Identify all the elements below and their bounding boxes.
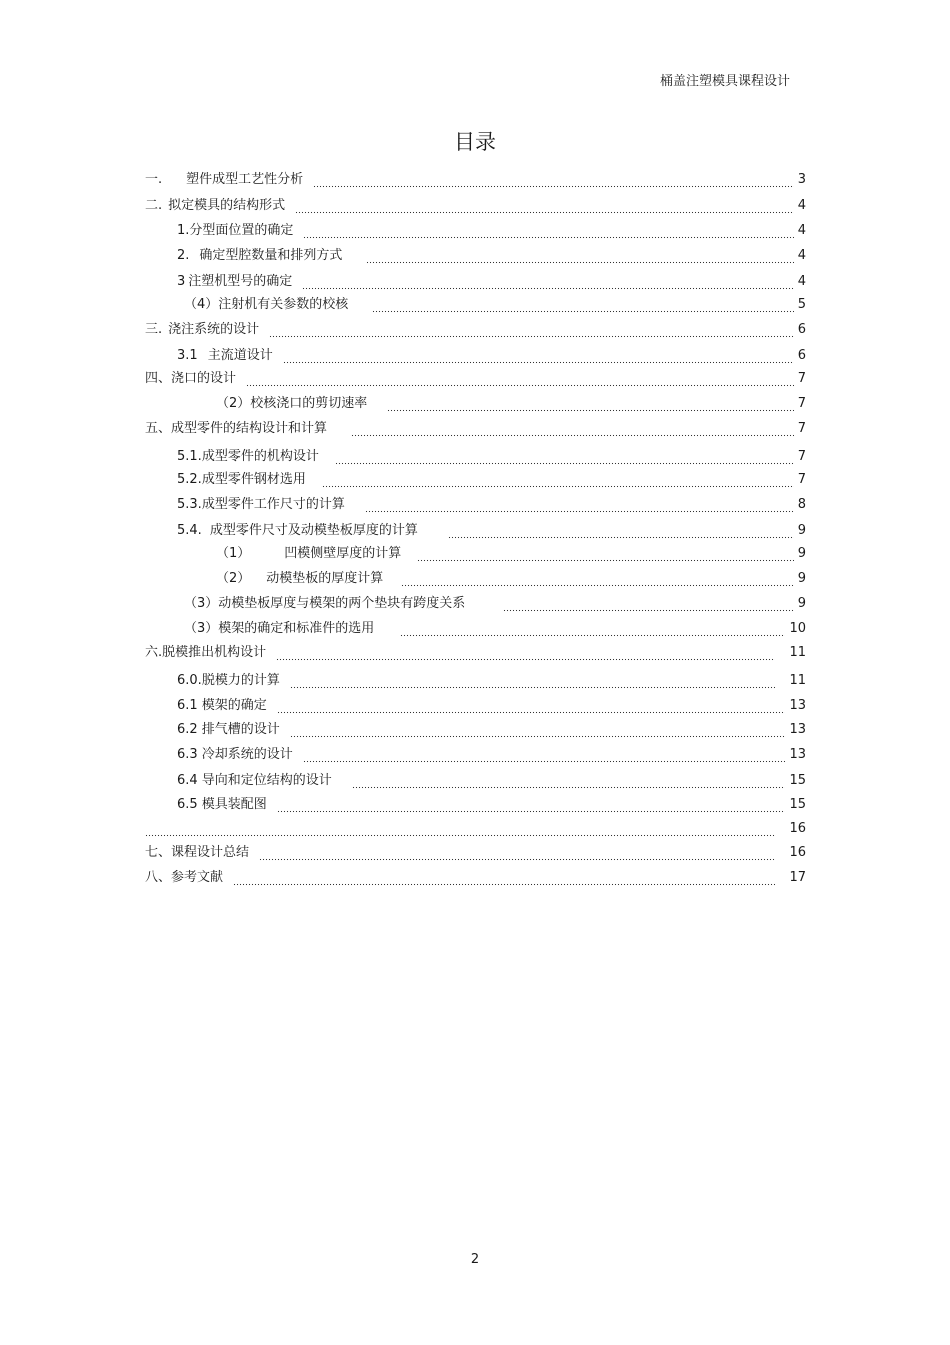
toc-entry[interactable]	[145, 319, 806, 339]
toc-dot-leader	[322, 471, 794, 489]
toc-dot-leader	[295, 197, 794, 215]
toc-entry-label: 拟定模具的结构形式	[168, 198, 286, 213]
toc-entry-page: 9	[797, 546, 806, 561]
toc-entry-number: 3.1	[177, 348, 198, 363]
toc-entry[interactable]	[145, 368, 806, 388]
toc-entry-label: 成型零件钢材选用	[201, 472, 306, 487]
toc-entry-page: 15	[789, 773, 806, 788]
toc-entry-page: 10	[789, 621, 806, 636]
toc-entry-number: 5.3.	[177, 497, 202, 512]
toc-entry-number: 6.5	[177, 797, 198, 812]
toc-entry-label: 动模垫板的厚度计算	[266, 571, 384, 586]
toc-entry-page: 6	[797, 348, 806, 363]
toc-dot-leader	[276, 644, 775, 662]
toc-entry[interactable]	[216, 393, 806, 413]
toc-entry-label: 浇注系统的设计	[168, 322, 260, 337]
toc-entry-label: 参考文献	[171, 870, 224, 885]
toc-entry-label: 凹模侧壁厚度的计算	[284, 546, 402, 561]
toc-dot-leader	[302, 273, 793, 291]
toc-entry-label: 成型零件尺寸及动模垫板厚度的计算	[209, 523, 418, 538]
toc-entry[interactable]	[177, 744, 806, 764]
toc-entry-label: 确定型腔数量和排列方式	[199, 248, 343, 263]
toc-entry-page: 8	[797, 497, 806, 512]
toc-entry-number: （2）	[216, 396, 251, 411]
toc-dot-leader	[352, 772, 786, 790]
toc-dot-leader	[351, 420, 794, 438]
toc-entry-label: 模架的确定和标准件的选用	[218, 621, 375, 636]
toc-entry-number: 6.3	[177, 747, 198, 762]
toc-entry[interactable]	[177, 345, 806, 365]
toc-entry-number: （4）	[184, 297, 219, 312]
toc-entry-number: 5.4.	[177, 523, 202, 538]
toc-entry-number: 三.	[145, 322, 163, 337]
toc-dot-leader	[259, 844, 775, 862]
toc-entry[interactable]	[177, 794, 806, 814]
toc-entry-number: 6.2	[177, 722, 198, 737]
toc-entry[interactable]	[216, 568, 806, 588]
toc-entry-number: 6.1	[177, 698, 198, 713]
toc-entry-label: 动模垫板厚度与模架的两个垫块有跨度关系	[218, 596, 466, 611]
toc-entry-number: 6.0.	[177, 673, 202, 688]
toc-dot-leader	[233, 869, 775, 887]
toc-entry-label: 分型面位置的确定	[189, 223, 294, 238]
page-number: 2	[470, 1252, 480, 1267]
toc-entry[interactable]	[177, 670, 806, 690]
toc-entry-label: 模具装配图	[201, 797, 267, 812]
toc-entry-page: 4	[797, 198, 806, 213]
toc-entry-label: 冷却系统的设计	[201, 747, 293, 762]
toc-dot-leader	[303, 746, 786, 764]
toc-entry[interactable]	[177, 446, 806, 466]
toc-entry[interactable]	[145, 418, 806, 438]
toc-entry-label: 导向和定位结构的设计	[201, 773, 332, 788]
toc-entry-number: 1.	[177, 223, 190, 238]
toc-dot-leader	[246, 370, 794, 388]
toc-entry-number: 3	[177, 274, 186, 289]
toc-entry[interactable]	[184, 593, 806, 613]
toc-dot-leader	[448, 522, 794, 540]
toc-entry-page: 7	[797, 449, 806, 464]
toc-entry[interactable]	[177, 770, 806, 790]
toc-entry[interactable]	[216, 543, 806, 563]
toc-entry-number: 四、	[145, 371, 172, 386]
toc-dot-leader	[335, 448, 794, 466]
toc-entry-number: 八、	[145, 870, 172, 885]
toc-entry-number: （3）	[184, 596, 219, 611]
toc-dot-leader	[417, 545, 793, 563]
toc-entry-label: 注射机有关参数的校核	[218, 297, 349, 312]
toc-dot-leader	[277, 697, 786, 715]
toc-entry-page: 6	[797, 322, 806, 337]
running-header: 桶盖注塑模具课程设计	[659, 74, 790, 89]
toc-entry-page: 5	[797, 297, 806, 312]
toc-dot-leader	[372, 296, 793, 314]
toc-entry-number: 七、	[145, 845, 172, 860]
toc-entry-page: 9	[797, 596, 806, 611]
toc-entry-page: 4	[797, 274, 806, 289]
toc-entry-page: 7	[797, 396, 806, 411]
toc-entry[interactable]	[145, 867, 806, 887]
toc-entry-label: 成型零件工作尺寸的计算	[201, 497, 345, 512]
toc-entry[interactable]	[145, 195, 806, 215]
toc-dot-leader	[283, 347, 794, 365]
toc-entry-page: 7	[797, 371, 806, 386]
toc-entry[interactable]	[177, 695, 806, 715]
toc-entry-page: 17	[789, 870, 806, 885]
toc-entry[interactable]	[177, 220, 806, 240]
toc-entry-number: 二.	[145, 198, 163, 213]
toc-entry-label: 成型零件的结构设计和计算	[171, 421, 328, 436]
toc-entry-label: 浇口的设计	[171, 371, 237, 386]
toc-entry-label: 塑件成型工艺性分析	[186, 172, 304, 187]
toc-entry-page: 16	[789, 845, 806, 860]
toc-entry-label: 课程设计总结	[171, 845, 250, 860]
toc-entry-number: 5.1.	[177, 449, 202, 464]
toc-entry-label: 模架的确定	[201, 698, 267, 713]
toc-entry[interactable]	[145, 818, 806, 838]
toc-entry-page: 13	[789, 747, 806, 762]
toc-entry-page: 9	[797, 523, 806, 538]
toc-entry-number: 六.	[145, 645, 163, 660]
toc-entry-page: 11	[789, 645, 806, 660]
toc-entry-number: 五、	[145, 421, 172, 436]
toc-entry-page: 3	[797, 172, 806, 187]
toc-dot-leader	[366, 247, 793, 265]
toc-entry[interactable]	[145, 842, 806, 862]
toc-entry[interactable]	[177, 271, 806, 291]
toc-entry-label: 脱模推出机构设计	[162, 645, 267, 660]
toc-entry-page: 16	[789, 821, 806, 836]
toc-entry-label: 校核浇口的剪切速率	[250, 396, 368, 411]
toc-entry-number: 6.4	[177, 773, 198, 788]
toc-entry-page: 7	[797, 421, 806, 436]
toc-entry-number: 2.	[177, 248, 190, 263]
toc-entry-page: 15	[789, 797, 806, 812]
toc-entry[interactable]	[177, 719, 806, 739]
toc-entry[interactable]	[184, 294, 806, 314]
toc-entry[interactable]	[177, 469, 806, 489]
toc-entry-page: 13	[789, 722, 806, 737]
toc-entry-number: （3）	[184, 621, 219, 636]
toc-entry[interactable]	[145, 169, 806, 189]
toc-title: 目录	[454, 130, 496, 154]
toc-dot-leader	[313, 171, 794, 189]
toc-entry-page: 9	[797, 571, 806, 586]
toc-entry-page: 7	[797, 472, 806, 487]
toc-dot-leader	[290, 721, 786, 739]
toc-entry[interactable]	[177, 494, 806, 514]
toc-entry-page: 4	[797, 248, 806, 263]
toc-entry-number: 一.	[145, 172, 163, 187]
toc-entry-label: 排气槽的设计	[201, 722, 280, 737]
toc-entry-page: 11	[789, 673, 806, 688]
toc-entry-label: 注塑机型号的确定	[188, 274, 293, 289]
toc-dot-leader	[401, 570, 793, 588]
toc-entry-number: 5.2.	[177, 472, 202, 487]
toc-dot-leader	[400, 620, 785, 638]
toc-dot-leader	[145, 820, 775, 838]
toc-dot-leader	[387, 395, 793, 413]
toc-entry[interactable]	[177, 520, 806, 540]
toc-entry-label: 成型零件的机构设计	[201, 449, 319, 464]
toc-entry-page: 13	[789, 698, 806, 713]
toc-dot-leader	[303, 222, 793, 240]
toc-entry-label: 脱模力的计算	[201, 673, 280, 688]
toc-entry[interactable]	[145, 642, 806, 662]
toc-dot-leader	[503, 595, 793, 613]
toc-entry-number: （2）	[216, 571, 251, 586]
toc-entry[interactable]	[184, 618, 806, 638]
toc-entry-number: （1）	[216, 546, 251, 561]
toc-entry[interactable]	[177, 245, 806, 265]
toc-entry-page: 4	[797, 223, 806, 238]
toc-dot-leader	[365, 496, 794, 514]
toc-dot-leader	[290, 672, 776, 690]
toc-dot-leader	[269, 321, 794, 339]
toc-dot-leader	[277, 796, 786, 814]
toc-entry-label: 主流道设计	[207, 348, 273, 363]
